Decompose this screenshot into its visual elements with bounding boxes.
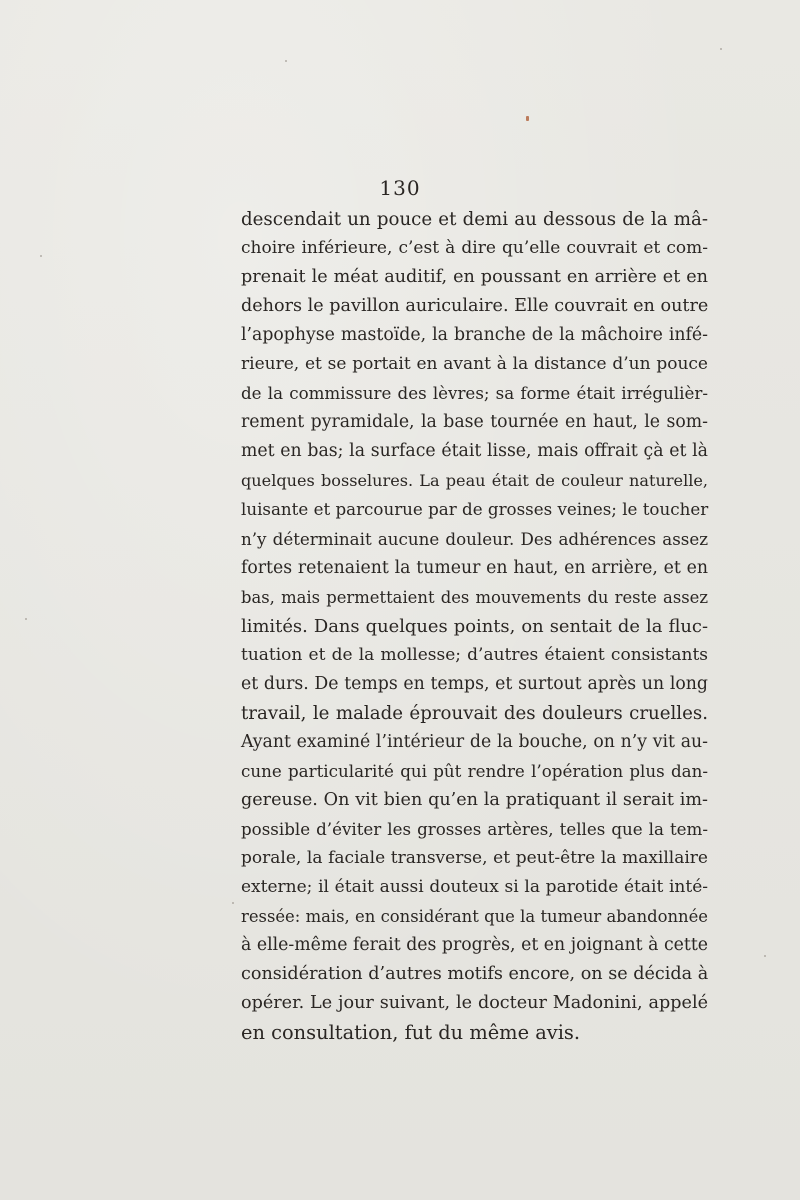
text-line: ressée: mais, en considérant que la tumeur abandonnée [241, 907, 708, 927]
text-line: rement pyramidale, la base tournée en haut, le som- [241, 412, 708, 433]
paper-speck [40, 255, 42, 257]
paper-speck [764, 955, 766, 957]
body-text [241, 205, 708, 1047]
text-line: n’y déterminait aucune douleur. Des adhérences assez [241, 528, 708, 549]
text-line: opérer. Le jour suivant, le docteur Madonini, appelé [241, 993, 708, 1014]
text-line: descendait un pouce et demi au dessous de la mâ- [241, 209, 708, 230]
paper-speck [720, 48, 722, 50]
text-line: de la commissure des lèvres; sa forme était irrégulièr- [241, 383, 708, 404]
text-line: possible d’éviter les grosses artères, telles que la tem- [241, 818, 708, 839]
text-line: quelques bosselures. La peau était de couleur naturelle, [241, 471, 708, 491]
text-line: travail, le malade éprouvait des douleurs cruelles. [241, 702, 708, 724]
text-line: gereuse. On vit bien qu’en la pratiquant il serait im- [241, 789, 708, 810]
text-line: met en bas; la surface était lisse, mais offrait çà et là [241, 441, 708, 462]
text-line: considération d’autres motifs encore, on se décida à [241, 964, 709, 985]
text-line: Ayant examiné l’intérieur de la bouche, on n’y vit au- [241, 731, 708, 752]
page-number: 130 [379, 176, 421, 200]
ink-spot [526, 116, 529, 121]
text-line: et durs. De temps en temps, et surtout après un long [241, 673, 708, 694]
text-line: fortes retenaient la tumeur en haut, en arrière, et en [241, 557, 708, 578]
text-line: externe; il était aussi douteux si la parotide était inté- [241, 877, 708, 898]
paper-speck [25, 618, 27, 620]
text-line: tuation et de la mollesse; d’autres étaient consistants [241, 644, 708, 665]
text-line: à elle-même ferait des progrès, et en joignant à cette [241, 935, 708, 956]
text-line: dehors le pavillon auriculaire. Elle couvrait en outre [241, 296, 709, 317]
text-line: prenait le méat auditif, en poussant en arrière et en [241, 267, 708, 288]
text-line: porale, la faciale transverse, et peut-être la maxillaire [241, 848, 708, 869]
text-line: en consultation, fut du même avis. [241, 1021, 581, 1045]
text-line: luisante et parcourue par de grosses veines; le toucher [241, 499, 709, 520]
paper-speck [232, 902, 234, 904]
text-line: rieure, et se portait en avant à la distance d’un pouce [241, 354, 708, 375]
text-line: limités. Dans quelques points, on sentait de la fluc- [241, 615, 708, 637]
text-line: l’apophyse mastoïde, la branche de la mâchoire infé- [241, 325, 708, 346]
text-line: cune particularité qui pût rendre l’opération plus dan- [241, 760, 708, 781]
text-line: choire inférieure, c’est à dire qu’elle couvrait et com- [241, 238, 708, 259]
text-line: bas, mais permettaient des mouvements du reste assez [241, 587, 708, 607]
paper-speck [285, 60, 287, 62]
